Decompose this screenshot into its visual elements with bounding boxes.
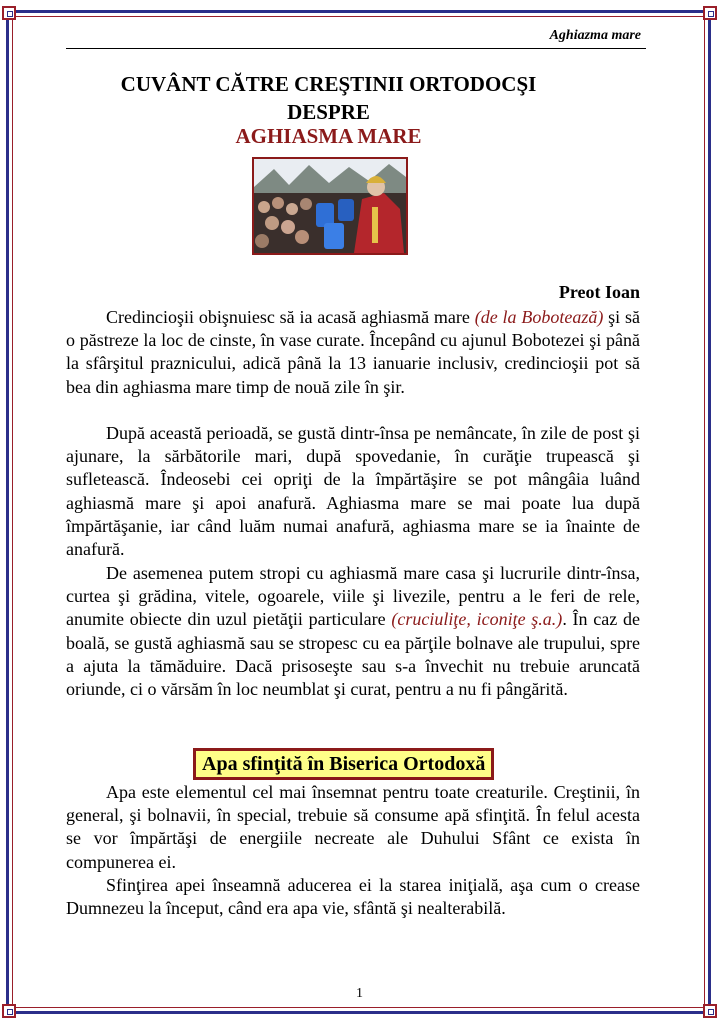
title-line-1: CUVÂNT CĂTRE CREŞTINII ORTODOCŞI bbox=[120, 72, 537, 96]
paragraph-1-text-a: Credincioşii obişnuiesc să ia acasă aghiasmă mare bbox=[106, 307, 475, 327]
section-heading: Apa sfinţită în Biserica Ortodoxă bbox=[193, 748, 494, 780]
paragraph-1-italic: (de la Bobotează) bbox=[474, 307, 604, 327]
corner-ornament-bottom-right bbox=[703, 1004, 717, 1018]
paragraph-1 bbox=[66, 306, 640, 399]
paragraph-3-italic: (cruciuliţe, iconiţe ş.a.) bbox=[391, 609, 563, 630]
paragraph-2-text: După această perioadă, se gustă dintr-însa pe nemâncate, în zile de post şi ajunare, la sărbătorile mari, după spovedanie, în curăţie trupească şi sufletească. Îndeosebi cei opriţi de la împărtăşire se pot mângâia luând aghiasmă mare şi apoi anafură. Aghiasma mare se mai poate lua după împărtăşanie, iar când luăm numai anafură, aghiasma mare se ia înainte de anafură. bbox=[66, 423, 640, 560]
paragraph-3 bbox=[66, 562, 640, 701]
title-line-2: DESPRE bbox=[287, 100, 370, 124]
paragraph-5-text: Sfinţirea apei înseamnă aducerea ei la starea iniţială, aşa cum o crease Dumnezeu la început, când era apa vie, sfântă şi nealterabilă. bbox=[66, 875, 640, 919]
page-number: 1 bbox=[356, 986, 363, 1001]
epiphany-photo-image bbox=[254, 159, 406, 253]
paragraph-3-text-a: De asemenea putem stropi cu aghiasmă mare casa şi lucrurile dintr-însa, curtea şi grădina, vitele, ogoarele, viile şi livezile, pentru a le feri de rele, anumite obiecte din uzul pietăţii particulare bbox=[66, 563, 640, 630]
paragraph-1-text-c: şi să o păstreze la loc de cinste, în vase curate. Începând cu ajunul Bobotezei şi până la sfârşitul praznicului, adică până la 13 ianuarie inclusiv, credincioşii pot să bea din aghiasma mare timp de nouă zile în şir. bbox=[66, 307, 641, 397]
paragraph-4-text: Apa este elementul cel mai însemnat pentru toate creaturile. Creştinii, în general, şi bolnavii, în special, trebuie să consume apă sfinţită. În felul acesta se vor împărtăşi de energiile necreate ale Duhului Sfânt ce exista în compunerea ei. bbox=[66, 782, 640, 872]
running-header: Aghiazma mare bbox=[549, 28, 641, 43]
corner-ornament-bottom-left bbox=[2, 1004, 16, 1018]
paragraph-3-text-c: . În caz de boală, se gustă aghiasmă sau se stropesc cu ea părţile bolnave ale trupului, spre a ajuta la tămăduire. Dacă prisoseşte sau s-a învechit nu trebuie aruncată oriunde, ci o vărsăm în loc neumblat şi curat, pentru a nu fi pângărită. bbox=[66, 609, 641, 700]
epiphany-photo bbox=[252, 157, 408, 255]
header-rule bbox=[66, 48, 646, 49]
corner-ornament-top-left bbox=[2, 6, 16, 20]
corner-ornament-top-right bbox=[703, 6, 717, 20]
paragraph-5 bbox=[66, 874, 640, 920]
title-line-3: AGHIASMA MARE bbox=[235, 124, 422, 148]
author-name: Preot Ioan bbox=[558, 282, 640, 302]
paragraph-4 bbox=[66, 781, 640, 874]
paragraph-2 bbox=[66, 422, 640, 561]
